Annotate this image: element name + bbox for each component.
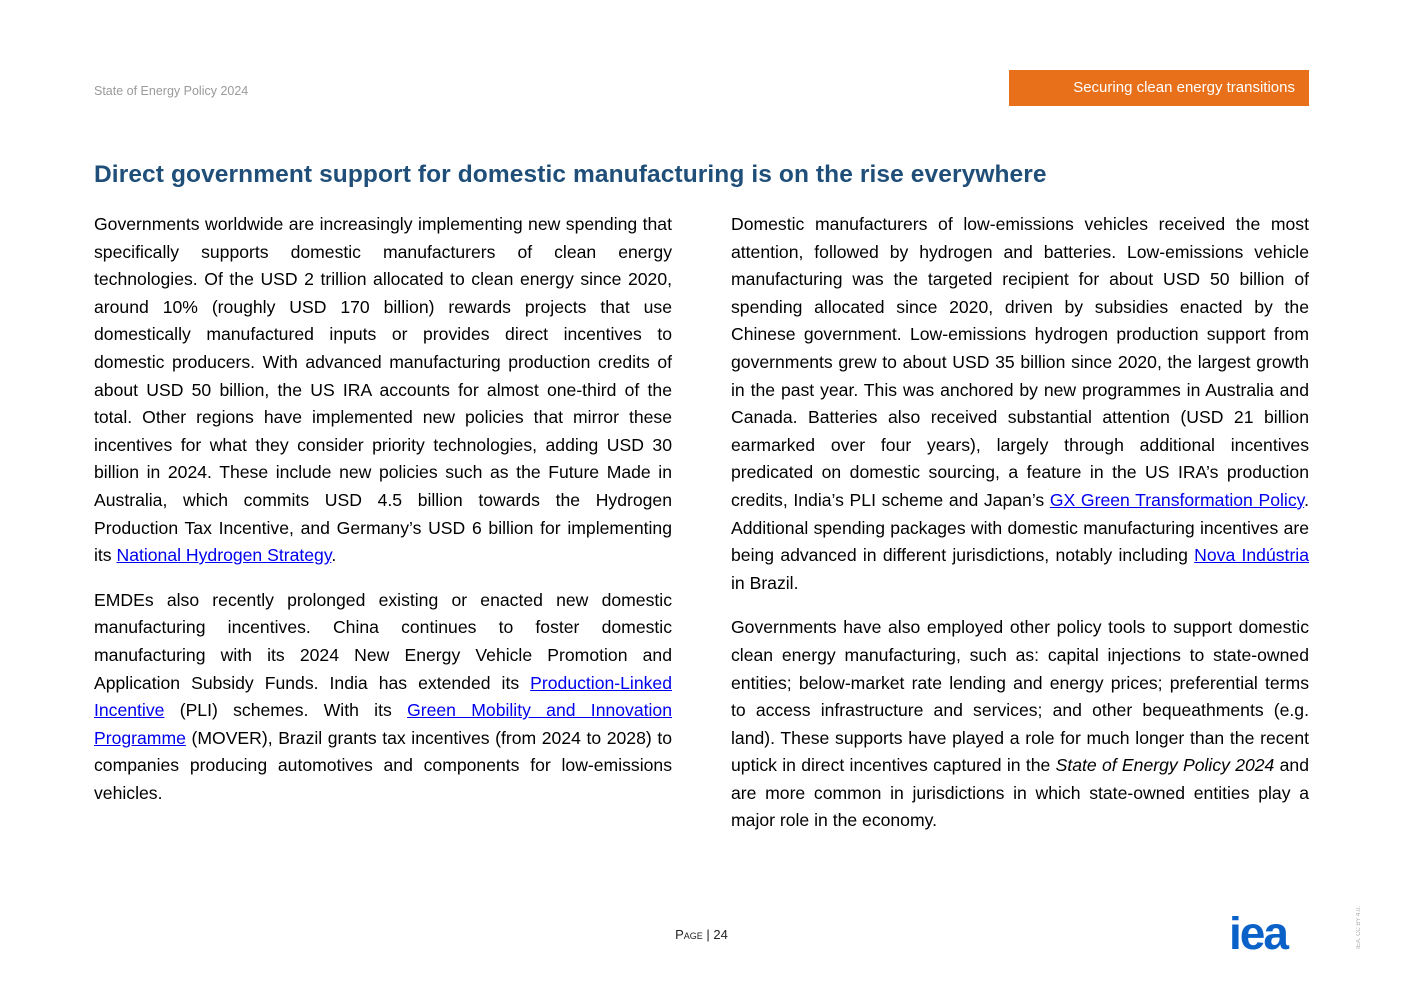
- paragraph-text: (PLI) schemes. With its: [164, 700, 408, 721]
- green-mobility-programme-link[interactable]: Green Mobility and Innovation Programme: [94, 700, 673, 748]
- page-label: Page: [675, 927, 703, 942]
- paragraph-text: (MOVER), Brazil grants tax incentives (from 2024 to 2028) to companies producing automotives and components for low-emissions vehicles.: [94, 727, 672, 803]
- license-text: IEA. CC BY 4.0.: [1356, 906, 1362, 949]
- paragraph-text: and are more common in jurisdictions in which state-owned entities play a major role in the economy.: [731, 755, 1309, 831]
- paragraph: [731, 614, 1309, 835]
- iea-logo-icon: [1229, 916, 1309, 952]
- svg-text:iea: iea: [1229, 916, 1287, 952]
- paragraph-text: . Additional spending packages with domestic manufacturing incentives are being advanced in different jurisdictions, notably including: [731, 489, 1309, 566]
- document-title: State of Energy Policy 2024: [94, 84, 249, 98]
- paragraph: [94, 587, 672, 808]
- page-number-value: 24: [713, 927, 728, 942]
- paragraph: [94, 211, 672, 570]
- paragraph-text: .: [331, 545, 337, 566]
- national-hydrogen-strategy-link[interactable]: National Hydrogen Strategy: [116, 545, 332, 566]
- report-title-italic: State of Energy Policy 2024: [1055, 755, 1275, 776]
- page-heading: Direct government support for domestic manufacturing is on the rise everywhere: [94, 161, 1047, 188]
- section-tab: Securing clean energy transitions: [1009, 70, 1309, 106]
- paragraph: [731, 211, 1309, 597]
- production-linked-incentive-link[interactable]: Production-Linked Incentive: [94, 672, 672, 721]
- paragraph-text: Domestic manufacturers of low-emissions vehicles received the most attention, followed by hydrogen and batteries. Low-emissions vehicle manufacturing was the targeted recipient for about USD 50 billion of spending allocated since 2020, driven by subsidies enacted by the Chinese government. Low-emissions hydrogen production support from governments grew to about USD 35 billion since 2020, the largest growth in the past year. This was anchored by new programmes in Australia and Canada. Batteries also received substantial attention (USD 21 billion earmarked over four years), largely through additional incentives predicated on domestic sourcing, a feature in the US IRA’s production credits, India’s PLI scheme and Japan’s: [731, 214, 1309, 510]
- nova-industria-link[interactable]: Nova Indústria: [1194, 545, 1309, 566]
- right-column: [731, 211, 1309, 852]
- paragraph-text: Governments worldwide are increasingly implementing new spending that specifically supports domestic manufacturers of clean energy technologies. Of the USD 2 trillion allocated to clean energy since 2020, around 10% (roughly USD 170 billion) rewards projects that use domestically manufactured inputs or provides direct incentives to domestic producers. With advanced manufacturing production credits of about USD 50 billion, the US IRA accounts for almost one-third of the total. Other regions have implemented new policies that mirror these incentives for what they consider priority technologies, adding USD 30 billion in 2024. These include new policies such as the Future Made in Australia, which commits USD 4.5 billion towards the Hydrogen Production Tax Incentive, and Germany’s USD 6 billion for implementing its: [94, 214, 672, 566]
- page-number: [0, 927, 1403, 942]
- page-separator: |: [706, 927, 710, 942]
- paragraph-text: in Brazil.: [731, 572, 799, 593]
- gx-green-transformation-link[interactable]: GX Green Transformation Policy: [1049, 489, 1305, 510]
- left-column: [94, 211, 672, 824]
- paragraph-text: EMDEs also recently prolonged existing or enacted new domestic manufacturing incentives. China continues to foster domestic manufacturing with its 2024 New Energy Vehicle Promotion and Application Subsidy Funds. India has extended its: [94, 589, 672, 693]
- paragraph-text: Governments have also employed other policy tools to support domestic clean energy manufacturing, such as: capital injections to state-owned entities; below-market rate lending and energy prices; preferential terms to access infrastructure and services; and other bequeathments (e.g. land). These supports have played a role for much longer than the recent uptick in direct incentives captured in the: [731, 617, 1309, 776]
